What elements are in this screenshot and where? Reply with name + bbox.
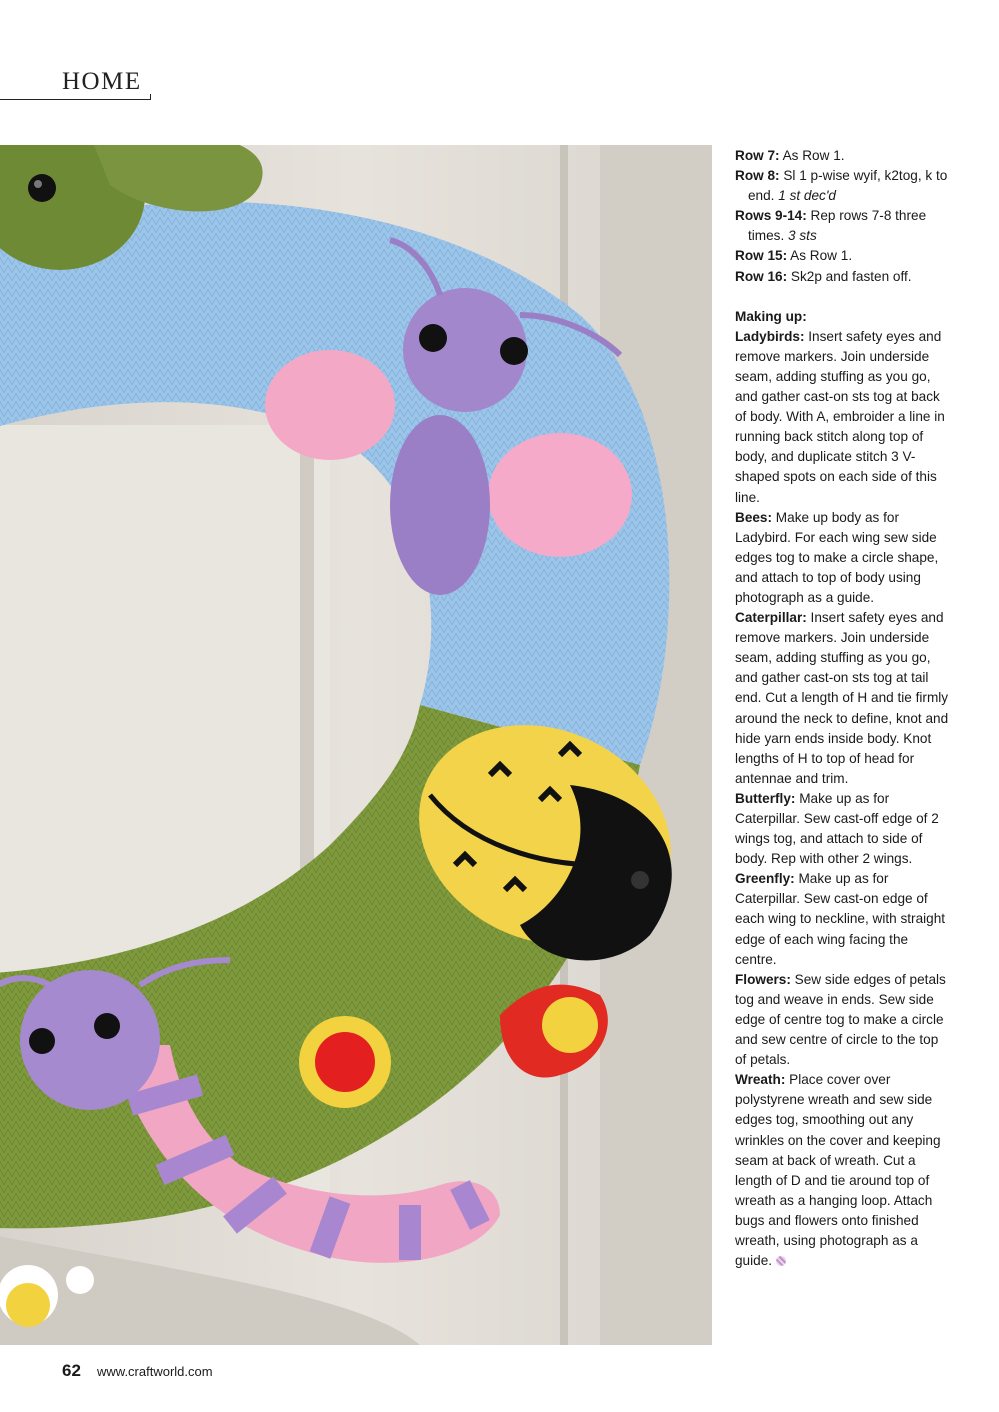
row-8: Row 8: Sl 1 p-wise wyif, k2tog, k to end. 1 st dec'd — [735, 168, 948, 204]
caterpillar-instructions: Caterpillar: Insert safety eyes and remove markers. Join underside seam, adding stuffing as you go, and gather cast-on sts tog at tail end. Cut a length of H and tie firmly around the neck to define, knot and hide yarn ends inside body. Knot lengths of H to top of head for antennae and trim. — [735, 610, 949, 786]
wreath-illustration — [0, 145, 712, 1345]
wreath-instructions: Wreath: Place cover over polystyrene wreath and sew side edges tog, smoothing out any wrinkles on the cover and keeping seam at back of wreath. Cut a length of D and tie around top of wreath as a hanging loop. Attach bugs and flowers onto finished wreath, using photograph as a guide. — [735, 1072, 941, 1269]
pattern-instructions — [735, 146, 953, 1271]
ladybirds-instructions: Ladybirds: Insert safety eyes and remove markers. Join underside seam, adding stuffing as you go, and gather cast-on sts tog at back of body. With A, embroider a line in running back stitch along top of body, and duplicate stitch 3 V-shaped spots on each side of this line. — [735, 328, 945, 505]
bees-instructions: Bees: Make up body as for Ladybird. For each wing sew side edges tog to make a circle shape, and attach to top of body using photograph as a guide. — [735, 509, 939, 605]
section-rule-tick — [150, 94, 151, 100]
paragraph-spacer — [735, 287, 953, 307]
page-number: 62 — [62, 1361, 81, 1380]
yarn-ball-icon — [776, 1256, 786, 1266]
row-15: Row 15: As Row 1. — [735, 248, 853, 264]
flowers-instructions: Flowers: Sew side edges of petals tog and weave in ends. Sew side edge of centre tog to make a circle and sew centre of circle to the top of petals. — [735, 971, 946, 1068]
row-7: Row 7: As Row 1. — [735, 148, 845, 163]
knitted-wreath-photo — [0, 145, 712, 1345]
website-link[interactable]: www.craftworld.com — [97, 1364, 213, 1379]
rows-9-14: Rows 9-14: Rep rows 7-8 three times. 3 sts — [735, 208, 927, 244]
greenfly-instructions: Greenfly: Make up as for Caterpillar. Sew cast-on edge of each wing to neckline, with straight edge of each wing facing the centre. — [735, 871, 946, 967]
section-label: HOME — [62, 68, 142, 95]
butterfly-instructions: Butterfly: Make up as for Caterpillar. Sew cast-off edge of 2 wings tog, and attach to side of body. Rep with other 2 wings. — [735, 790, 939, 867]
making-up-heading: Making up: — [735, 308, 807, 324]
section-rule — [0, 99, 151, 100]
row-16: Row 16: Sk2p and fasten off. — [735, 268, 912, 284]
